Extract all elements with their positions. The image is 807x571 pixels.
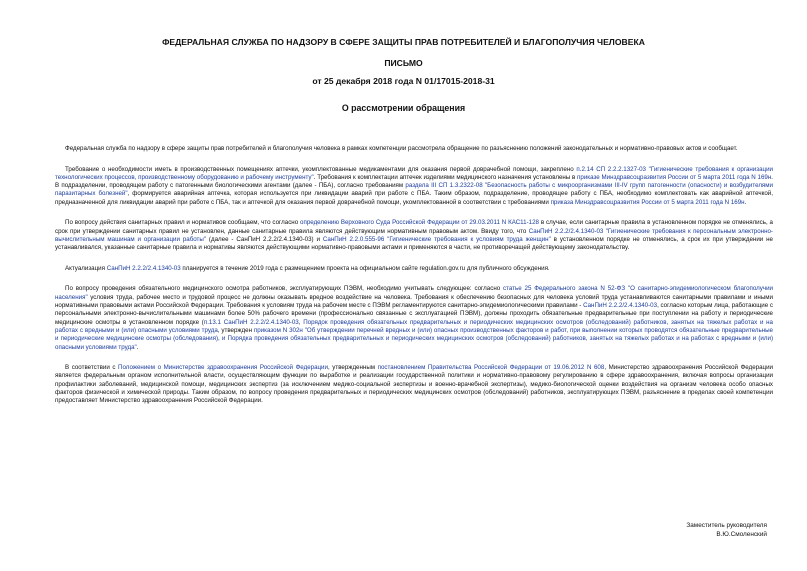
paragraph-text: , Министерство здравоохранения Российской Федерации является федеральным органом исполнительной власти, осуществляющим функции по выработке и реализации государственной политики и нормативно-правовому регулированию в сфере здравоохранения, включая вопросы организации профилактики заболеваний, медицинской помощи, медицинских экспертиз (за исключением медико-социальной экспертизы и военно-врачебной экспертизы), медико-биологической оценки воздействия на организм человека особо опасных факторов физической и химической природы. Таким образом, по вопросу проведения предварительных и периодических медицинских осмотров (обследований) работников, эксплуатирующих ПЭВМ, разъяснение в пределах своей компетенции предоставляет Министерство здравоохранения Российской Федерации.: [55, 364, 773, 405]
paragraph-text: , утвержден: [217, 326, 254, 334]
document-date-number: от 25 декабря 2018 года N 01/17015-2018-31: [312, 76, 495, 86]
paragraph-medical-exams: [55, 285, 773, 351]
signatory-name: В.Ю.Смоленский: [716, 531, 767, 538]
document-type: ПИСЬМО: [384, 58, 423, 68]
paragraph-first-aid-kits: [55, 166, 773, 207]
paragraph-intro: [55, 145, 773, 153]
doc-link[interactable]: статье 25 Федерального закона N 52-ФЗ "О санитарно-эпидемиологическом благополучии населения": [55, 285, 774, 301]
paragraph-text: , утвержденным: [327, 364, 378, 372]
paragraph-text: В соответствии с: [65, 364, 119, 372]
letter-body: [55, 145, 773, 418]
signatory-position: Заместитель руководителя: [686, 522, 767, 529]
paragraph-text: .: [136, 343, 139, 351]
paragraph-text: Актуализация: [65, 264, 107, 272]
paragraph-text: . Требования к комплектации аптечек изделиями медицинского назначения установлены в: [313, 173, 578, 181]
doc-link[interactable]: Порядок проведения обязательных предварительных и периодических медицинских осмотров (обследований) работников, занятых на тяжелых работах и на работах с вредными и (или) опасными условиями труда: [55, 318, 773, 334]
doc-link[interactable]: Положением о Министерстве здравоохранения Российской Федерации: [118, 364, 328, 372]
doc-link[interactable]: СанПиН 2.2.2/2.4.1340-03: [583, 302, 658, 310]
paragraph-text: .: [744, 198, 747, 206]
doc-link[interactable]: п.2.14 СП 2.2.2.1327-03 "Гигиенические требования к организации технологических процессов, производственному оборудованию и рабочему инструменту": [55, 165, 773, 181]
doc-link[interactable]: п.13.1 СанПиН 2.2.2/2.4.1340-03: [203, 318, 299, 326]
paragraph-text: ,: [298, 318, 304, 326]
paragraph-text: Федеральная служба по надзору в сфере защиты прав потребителей и благополучия человека в рамках компетенции рассмотрела обращение по разъяснению положений законодательных и нормативно-правовых актов и сообщает.: [65, 145, 738, 152]
doc-link[interactable]: СанПиН 2.2.0.555-96 "Гигиенические требования к условиям труда женщин": [322, 235, 551, 243]
paragraph-text: планируется в течение 2019 года с размещением проекта на официальном сайте regulation.gov.ru для публичного обсуждения.: [180, 264, 550, 272]
paragraph-text: в установленном порядке не отменялись, а срок их при утверждении не устанавливался, указанные санитарные правила и нормативы являются действующими нормативно-правовыми актами и применяются в части, не противоречащей действующему законодательству.: [55, 235, 773, 252]
doc-link[interactable]: приказа Минздравсоцразвития России от 5 марта 2011 года N 169н: [550, 198, 745, 206]
doc-link[interactable]: приказом N 302н "Об утверждении перечней вредных и (или) опасных производственных факторов и работ, при выполнении которых проводятся обязательные предварительные и периодические медицинские осмотры (обследования), и Порядка проведения обязательных предварительных и периодических медицинских осмотров (обследований) работников, занятых на тяжелых работах и на работах с вредными и (или) опасными условиями труда": [55, 326, 773, 351]
paragraph-text: По вопросу действия санитарных правил и нормативов сообщаем, что согласно: [65, 219, 301, 227]
doc-link[interactable]: СанПиН 2.2.2/2.4.1340-03 "Гигиенические требования к персональным электронно-вычислительным машинам и организации работы": [55, 227, 773, 243]
paragraph-text: . В подразделении, проводящем работу с патогенными биологическими агентами (далее - ПБА), согласно требованиям: [55, 173, 773, 190]
paragraph-text: , формируется аварийная аптечка, которая используется при ликвидации аварий при работе с ПБА. Таким образом, подразделение, проводящее работу с ПБА, необходимо комплектовать как аварийной аптечкой, предназначенной для ликвидации аварий при работе с ПБА, так и аптечкой для оказания первой доврачебной помощи, укомплектованной в соответствии с требованиями: [55, 190, 773, 206]
paragraph-text: (далее - СанПиН 2.2.2/2.4.1340-03) и: [206, 235, 323, 243]
signature-block: [686, 521, 767, 539]
doc-link[interactable]: постановлением Правительства Российской Федерации от 19.06.2012 N 608: [377, 364, 605, 372]
doc-link[interactable]: раздела III СП 1.3.2322-08 "Безопасность работы с микроорганизмами III-IV групп патогенности (опасности) и возбудителями паразитарных болезней": [55, 182, 773, 198]
paragraph-ministry-competence: [55, 364, 773, 405]
paragraph-text: в случае, если санитарные правила в установленном порядке не отменялись, а срок при утверждении санитарных правил не установлен, данные санитарные правила являются действующим нормативным правовым актом. Ввиду того, что: [55, 219, 773, 235]
paragraph-text: По вопросу проведения обязательного медицинского осмотра работников, эксплуатирующих ПЭВМ, необходимо учитывать следующее: согласно: [65, 285, 504, 293]
document-subject: О рассмотрении обращения: [341, 103, 466, 113]
paragraph-text: Требование о необходимости иметь в производственных помещениях аптечки, укомплектованные медикаментами для оказания первой доврачебной помощи, закреплено: [65, 165, 577, 173]
paragraph-text: , согласно которым лица, работающие с персональными электронно-вычислительными машинами более 50% рабочего времени (профессионально связанные с эксплуатацией ПЭВМ), должны проходить обязательные предварительные при поступлении на работу и периодические медицинские осмотры в установленном порядке (: [55, 302, 774, 326]
doc-link[interactable]: определению Верховного Суда Российской Федерации от 29.03.2011 N КАС11-128: [300, 219, 539, 227]
paragraph-sanitary-rules: [55, 219, 773, 252]
paragraph-text: условия труда, рабочее место и трудовой процесс не должны оказывать вредное воздействие на человека. Требования к обеспечению безопасных для человека условий труда устанавливаются санитарными правилами и иными нормативными правовыми актами Российской Федерации. Требования к условиям труда на рабочем месте с ПЭВМ регламентируются санитарно-эпидемиологическими правилами -: [55, 293, 773, 310]
doc-link[interactable]: приказе Минздравсоцразвития России от 5 марта 2011 года N 169н: [577, 173, 772, 181]
doc-link[interactable]: СанПиН 2.2.2/2.4.1340-03: [106, 264, 181, 272]
agency-name: ФЕДЕРАЛЬНАЯ СЛУЖБА ПО НАДЗОРУ В СФЕРЕ ЗАЩИТЫ ПРАВ ПОТРЕБИТЕЛЕЙ И БЛАГОПОЛУЧИЯ ЧЕЛОВЕКА: [162, 37, 645, 47]
paragraph-actualization: [55, 265, 773, 273]
